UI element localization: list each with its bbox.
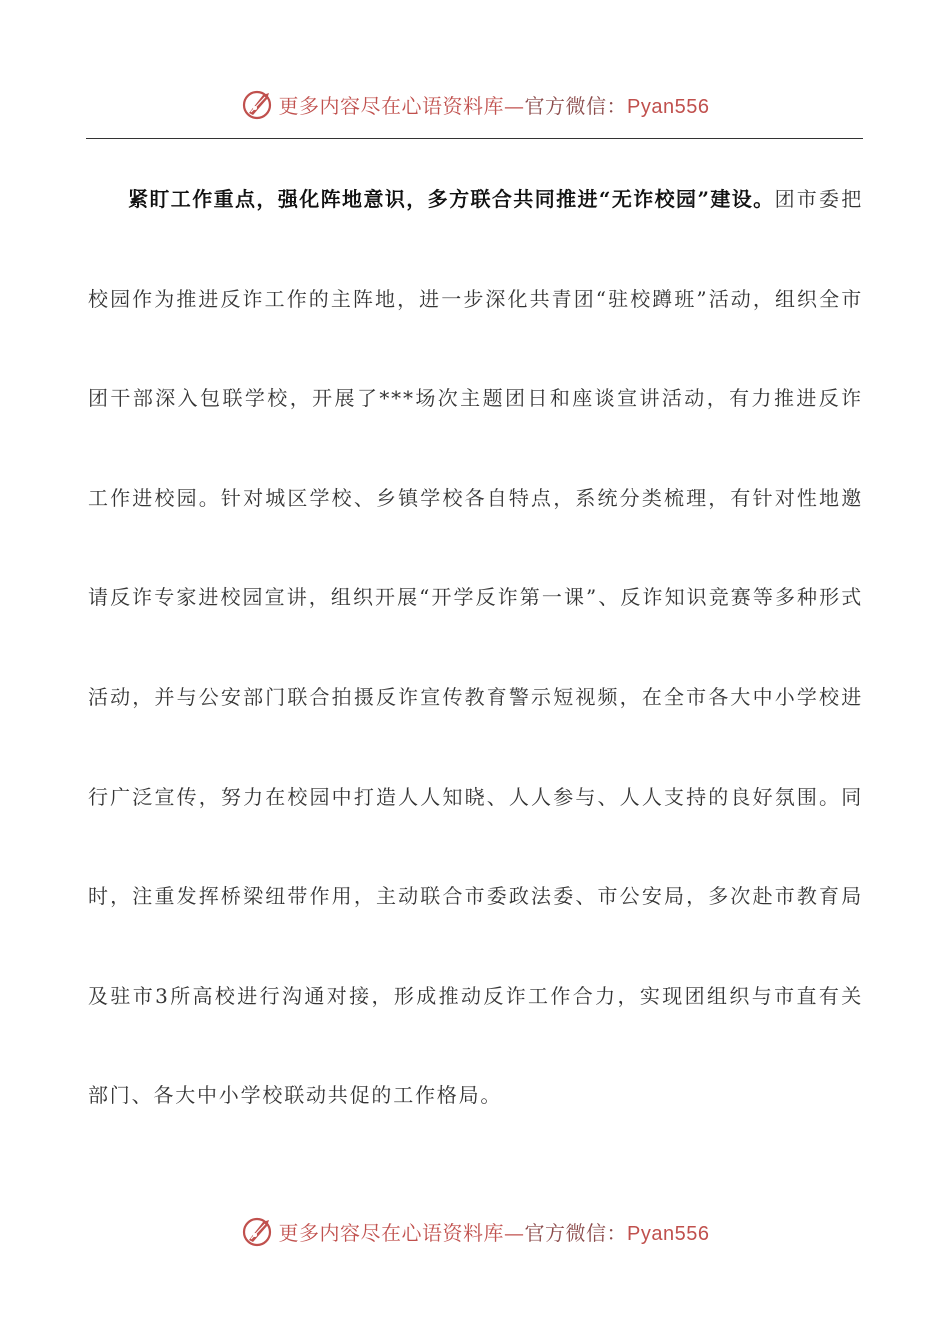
header-banner-inner — [241, 87, 710, 121]
footer-wechat-id: Pyan556 — [627, 1222, 710, 1245]
footer-banner-inner — [241, 1214, 710, 1248]
footer-separator: — — [504, 1220, 525, 1245]
footer-wechat-label: 官方微信： — [524, 1220, 628, 1245]
header-separator: — — [504, 93, 525, 118]
document-body — [88, 150, 863, 1146]
header-divider — [86, 138, 863, 139]
header-banner — [0, 84, 950, 124]
paragraph-text: 团市委把校园作为推进反诈工作的主阵地，进一步深化共青团“驻校蹲班”活动，组织全市团干部深入包联学校，开展了***场次主题团日和座谈宣讲活动，有力推进反诈工作进校园。针对城区学校、乡镇学校各自特点，系统分类梳理，有针对性地邀请反诈专家进校园宣讲，组织开展“开学反诈第一课”、反诈知识竞赛等多种形式活动，并与公安部门联合拍摄反诈宣传教育警示短视频，在全市各大中小学校进行广泛宣传，努力在校园中打造人人知晓、人人参与、人人支持的良好氛围。同时，注重发挥桥梁纽带作用，主动联合市委政法委、市公安局，多次赴市教育局及驻市3所高校进行沟通对接，形成推动反诈工作合力，实现团组织与市直有关部门、各大中小学校联动共促的工作格局。 — [88, 187, 863, 1108]
header-wechat-label: 官方微信： — [524, 93, 628, 118]
body-paragraph — [88, 150, 863, 1146]
header-banner-text — [279, 90, 710, 119]
footer-banner — [0, 1211, 950, 1251]
footer-site-text: 更多内容尽在心语资料库 — [278, 1220, 505, 1245]
header-wechat-id: Pyan556 — [627, 95, 710, 118]
header-site-text: 更多内容尽在心语资料库 — [278, 93, 505, 118]
paragraph-lead: 紧盯工作重点，强化阵地意识，多方联合共同推进“无诈校园”建设。 — [128, 187, 775, 211]
pen-nib-icon — [241, 1214, 275, 1248]
footer-banner-text — [279, 1217, 710, 1246]
pen-nib-icon — [241, 87, 275, 121]
